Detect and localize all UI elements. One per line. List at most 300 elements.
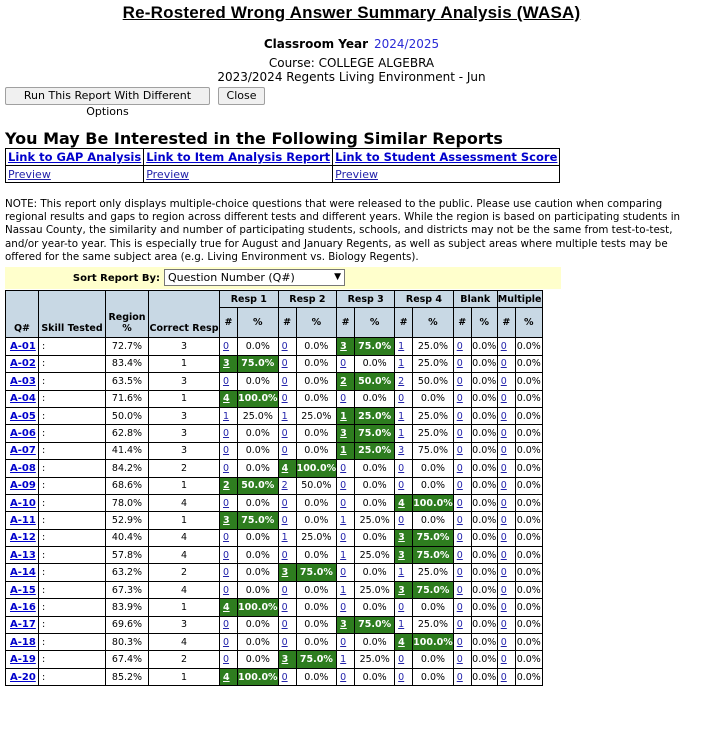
- response-count-link[interactable]: 0: [456, 549, 463, 561]
- response-count-link[interactable]: 0: [500, 393, 507, 405]
- classroom-year-label: Classroom Year: [263, 37, 368, 51]
- question-link[interactable]: A-10: [10, 497, 36, 509]
- chevron-down-icon: ▼: [334, 272, 341, 282]
- response-count-link[interactable]: 0: [456, 619, 463, 631]
- response-percent-cell: 75.0%: [238, 512, 279, 529]
- response-count-link[interactable]: 0: [456, 480, 463, 492]
- correct-resp-cell: 4: [149, 494, 220, 511]
- skill-cell: :: [39, 651, 106, 668]
- response-percent-cell: 0.0%: [471, 634, 497, 651]
- skill-cell: :: [39, 599, 106, 616]
- response-percent-cell: 0.0%: [355, 634, 395, 651]
- table-row: [6, 373, 543, 390]
- correct-resp-cell: 1: [149, 390, 220, 407]
- question-link[interactable]: A-15: [10, 584, 36, 596]
- link-gap-analysis[interactable]: Link to GAP Analysis: [8, 150, 142, 164]
- response-count-link[interactable]: 3: [340, 428, 347, 440]
- response-count-link[interactable]: 4: [223, 393, 230, 405]
- response-count-link[interactable]: 0: [456, 584, 463, 596]
- response-count-link[interactable]: 0: [500, 549, 507, 561]
- response-percent-cell: 0.0%: [296, 442, 337, 459]
- response-count-link[interactable]: 3: [281, 567, 289, 579]
- response-percent-cell: 0.0%: [296, 494, 337, 511]
- response-percent-cell: 0.0%: [471, 442, 497, 459]
- response-count-link[interactable]: 0: [500, 375, 507, 387]
- response-count-link[interactable]: 0: [340, 393, 347, 405]
- response-count-link[interactable]: 0: [223, 654, 230, 666]
- response-percent-cell: 100.0%: [296, 460, 337, 477]
- response-count-link[interactable]: 2: [281, 480, 288, 492]
- response-count-link[interactable]: 3: [340, 341, 347, 353]
- response-percent-cell: 50.0%: [238, 477, 279, 494]
- response-percent-cell: 0.0%: [516, 581, 542, 598]
- response-count-link[interactable]: 0: [456, 497, 463, 509]
- response-count-link[interactable]: 0: [340, 567, 347, 579]
- response-count-link[interactable]: 1: [223, 410, 230, 422]
- response-count-link[interactable]: 0: [398, 601, 405, 613]
- skill-cell: :: [39, 634, 106, 651]
- response-percent-cell: 25.0%: [355, 512, 395, 529]
- response-count-link[interactable]: 3: [340, 619, 347, 631]
- response-count-link[interactable]: 0: [281, 514, 288, 526]
- skill-cell: :: [39, 373, 106, 390]
- response-count-link[interactable]: 2: [340, 375, 347, 387]
- classroom-year-line: [0, 37, 703, 51]
- response-percent-cell: 75.0%: [296, 651, 337, 668]
- response-percent-cell: 0.0%: [296, 373, 337, 390]
- response-count-link[interactable]: 0: [281, 497, 288, 509]
- table-row: [6, 407, 543, 424]
- response-count-link[interactable]: 0: [398, 671, 405, 683]
- col-header-q: Q#: [6, 291, 39, 338]
- response-percent-cell: 0.0%: [516, 651, 542, 668]
- response-count-link[interactable]: 1: [340, 514, 347, 526]
- response-percent-cell: 25.0%: [355, 407, 395, 424]
- response-count-link[interactable]: 0: [456, 601, 463, 613]
- response-percent-cell: 75.0%: [355, 425, 395, 442]
- correct-resp-cell: 2: [149, 564, 220, 581]
- response-count-link[interactable]: 4: [398, 636, 405, 648]
- response-count-link[interactable]: 0: [398, 514, 405, 526]
- response-count-link[interactable]: 0: [223, 619, 230, 631]
- response-percent-cell: 25.0%: [296, 407, 337, 424]
- response-count-link[interactable]: 0: [398, 654, 405, 666]
- response-percent-cell: 0.0%: [413, 651, 454, 668]
- response-percent-cell: 50.0%: [413, 373, 454, 390]
- response-count-link[interactable]: 1: [398, 410, 405, 422]
- response-count-link[interactable]: 0: [281, 619, 288, 631]
- response-count-link[interactable]: 4: [281, 462, 289, 474]
- response-count-link[interactable]: 0: [281, 341, 288, 353]
- question-link[interactable]: A-19: [10, 654, 36, 666]
- response-percent-cell: 0.0%: [355, 494, 395, 511]
- region-pct-cell: 50.0%: [106, 407, 149, 424]
- classroom-year-value: 2024/2025: [374, 37, 440, 51]
- response-count-link[interactable]: 3: [398, 584, 405, 596]
- col-header-blank: Blank: [453, 291, 497, 308]
- response-count-link[interactable]: 0: [223, 462, 230, 474]
- response-count-link[interactable]: 0: [340, 532, 347, 544]
- response-count-link[interactable]: 1: [398, 341, 405, 353]
- response-percent-cell: 0.0%: [413, 599, 454, 616]
- col-subheader-count: #: [337, 308, 355, 338]
- response-count-link[interactable]: 0: [223, 497, 230, 509]
- response-percent-cell: 25.0%: [296, 529, 337, 546]
- response-percent-cell: 0.0%: [471, 547, 497, 564]
- skill-cell: :: [39, 442, 106, 459]
- response-percent-cell: 0.0%: [238, 494, 279, 511]
- skill-cell: :: [39, 460, 106, 477]
- response-count-link[interactable]: 3: [281, 654, 289, 666]
- question-link[interactable]: A-17: [10, 619, 36, 631]
- response-count-link[interactable]: 0: [500, 410, 507, 422]
- response-percent-cell: 0.0%: [516, 564, 542, 581]
- response-count-link[interactable]: 0: [281, 358, 288, 370]
- response-percent-cell: 75.0%: [413, 529, 454, 546]
- question-link[interactable]: A-08: [10, 462, 36, 474]
- question-link[interactable]: A-03: [10, 375, 36, 387]
- response-count-link[interactable]: 0: [500, 601, 507, 613]
- response-count-link[interactable]: 0: [456, 375, 463, 387]
- question-link[interactable]: A-18: [10, 636, 36, 648]
- response-count-link[interactable]: 0: [456, 671, 463, 683]
- response-count-link[interactable]: 0: [500, 358, 507, 370]
- response-count-link[interactable]: 1: [340, 584, 347, 596]
- similar-reports-table: [5, 148, 560, 183]
- exam-name: 2023/2024 Regents Living Environment - Jun: [217, 70, 486, 84]
- response-count-link[interactable]: 0: [281, 584, 288, 596]
- sort-selected-value: Question Number (Q#): [168, 271, 295, 284]
- response-count-link[interactable]: 0: [398, 480, 405, 492]
- response-count-link[interactable]: 0: [456, 567, 463, 579]
- response-count-link[interactable]: 0: [456, 410, 463, 422]
- response-percent-cell: 0.0%: [471, 616, 497, 633]
- response-percent-cell: 0.0%: [516, 373, 542, 390]
- region-pct-cell: 67.3%: [106, 581, 149, 598]
- response-count-link[interactable]: 0: [456, 428, 463, 440]
- response-percent-cell: 0.0%: [471, 651, 497, 668]
- table-row: [6, 477, 543, 494]
- col-header-resp2: Resp 2: [278, 291, 337, 308]
- response-count-link[interactable]: 0: [456, 341, 463, 353]
- table-row: [6, 442, 543, 459]
- correct-resp-cell: 4: [149, 547, 220, 564]
- response-count-link[interactable]: 0: [500, 480, 507, 492]
- response-percent-cell: 100.0%: [238, 599, 279, 616]
- response-percent-cell: 0.0%: [516, 494, 542, 511]
- table-row: [6, 355, 543, 372]
- response-count-link[interactable]: 0: [281, 445, 288, 457]
- question-link[interactable]: A-07: [10, 445, 36, 457]
- response-count-link[interactable]: 1: [398, 428, 405, 440]
- response-percent-cell: 0.0%: [238, 564, 279, 581]
- response-percent-cell: 25.0%: [238, 407, 279, 424]
- response-count-link[interactable]: 0: [281, 428, 288, 440]
- question-link[interactable]: A-06: [10, 428, 36, 440]
- question-link[interactable]: A-20: [10, 671, 36, 683]
- response-count-link[interactable]: 3: [398, 532, 405, 544]
- response-percent-cell: 0.0%: [413, 668, 454, 685]
- correct-resp-cell: 3: [149, 338, 220, 355]
- response-count-link[interactable]: 0: [223, 445, 230, 457]
- response-percent-cell: 0.0%: [413, 460, 454, 477]
- response-count-link[interactable]: 0: [281, 671, 288, 683]
- response-count-link[interactable]: 0: [223, 428, 230, 440]
- col-subheader-percent: %: [296, 308, 337, 338]
- region-pct-cell: 85.2%: [106, 668, 149, 685]
- response-count-link[interactable]: 0: [281, 549, 288, 561]
- link-student-assessment-score[interactable]: Link to Student Assessment Score: [335, 150, 558, 164]
- response-percent-cell: 0.0%: [471, 390, 497, 407]
- response-count-link[interactable]: 3: [223, 514, 230, 526]
- response-percent-cell: 75.0%: [296, 564, 337, 581]
- response-count-link[interactable]: 1: [398, 619, 405, 631]
- col-subheader-count: #: [453, 308, 471, 338]
- region-pct-cell: 71.6%: [106, 390, 149, 407]
- run-different-options-button[interactable]: Run This Report With Different Options: [5, 87, 210, 105]
- response-count-link[interactable]: 0: [500, 445, 507, 457]
- response-percent-cell: 25.0%: [413, 564, 454, 581]
- response-count-link[interactable]: 0: [500, 462, 507, 474]
- response-count-link[interactable]: 0: [398, 462, 405, 474]
- response-percent-cell: 0.0%: [355, 390, 395, 407]
- close-button[interactable]: Close: [218, 87, 265, 105]
- question-link[interactable]: A-11: [10, 514, 36, 526]
- region-pct-cell: 57.8%: [106, 547, 149, 564]
- table-row: [6, 460, 543, 477]
- col-subheader-percent: %: [516, 308, 542, 338]
- preview-item-analysis[interactable]: Preview: [146, 168, 190, 181]
- response-count-link[interactable]: 2: [223, 480, 230, 492]
- response-percent-cell: 0.0%: [238, 616, 279, 633]
- response-percent-cell: 0.0%: [296, 634, 337, 651]
- col-header-skill: Skill Tested: [39, 291, 106, 338]
- response-count-link[interactable]: 0: [340, 636, 347, 648]
- response-percent-cell: 0.0%: [355, 355, 395, 372]
- response-count-link[interactable]: 0: [281, 375, 288, 387]
- response-percent-cell: 50.0%: [296, 477, 337, 494]
- response-percent-cell: 0.0%: [471, 512, 497, 529]
- sort-bar: [5, 267, 561, 289]
- response-count-link[interactable]: 1: [281, 532, 288, 544]
- response-percent-cell: 0.0%: [471, 338, 497, 355]
- response-percent-cell: 0.0%: [471, 460, 497, 477]
- response-count-link[interactable]: 1: [398, 358, 405, 370]
- response-count-link[interactable]: 0: [500, 584, 507, 596]
- response-count-link[interactable]: 0: [500, 671, 507, 683]
- response-percent-cell: 0.0%: [238, 547, 279, 564]
- response-percent-cell: 0.0%: [516, 355, 542, 372]
- response-percent-cell: 25.0%: [355, 651, 395, 668]
- response-percent-cell: 100.0%: [413, 634, 454, 651]
- skill-cell: :: [39, 564, 106, 581]
- region-pct-cell: 72.7%: [106, 338, 149, 355]
- response-percent-cell: 0.0%: [296, 547, 337, 564]
- sort-select[interactable]: [164, 269, 345, 286]
- region-pct-cell: 83.4%: [106, 355, 149, 372]
- question-link[interactable]: A-14: [10, 567, 36, 579]
- response-percent-cell: 25.0%: [355, 581, 395, 598]
- region-pct-cell: 68.6%: [106, 477, 149, 494]
- response-count-link[interactable]: 0: [340, 462, 347, 474]
- response-count-link[interactable]: 4: [223, 671, 230, 683]
- table-row: [6, 581, 543, 598]
- response-count-link[interactable]: 0: [500, 341, 507, 353]
- question-link[interactable]: A-12: [10, 532, 36, 544]
- response-percent-cell: 25.0%: [413, 355, 454, 372]
- col-subheader-count: #: [497, 308, 515, 338]
- skill-cell: :: [39, 668, 106, 685]
- response-count-link[interactable]: 0: [223, 549, 230, 561]
- response-count-link[interactable]: 0: [340, 480, 347, 492]
- region-pct-cell: 80.3%: [106, 634, 149, 651]
- response-count-link[interactable]: 0: [456, 514, 463, 526]
- response-percent-cell: 0.0%: [516, 529, 542, 546]
- response-percent-cell: 0.0%: [355, 477, 395, 494]
- region-pct-cell: 84.2%: [106, 460, 149, 477]
- col-subheader-count: #: [395, 308, 413, 338]
- response-percent-cell: 50.0%: [355, 373, 395, 390]
- response-count-link[interactable]: 1: [340, 549, 347, 561]
- question-link[interactable]: A-01: [10, 341, 36, 353]
- response-count-link[interactable]: 0: [500, 654, 507, 666]
- response-count-link[interactable]: 1: [340, 654, 347, 666]
- response-percent-cell: 0.0%: [413, 477, 454, 494]
- correct-resp-cell: 1: [149, 599, 220, 616]
- correct-resp-cell: 1: [149, 668, 220, 685]
- table-row: [6, 616, 543, 633]
- response-count-link[interactable]: 0: [500, 532, 507, 544]
- response-count-link[interactable]: 0: [456, 462, 463, 474]
- response-count-link[interactable]: 0: [281, 393, 288, 405]
- sort-label: Sort Report By:: [72, 273, 160, 284]
- response-percent-cell: 0.0%: [471, 668, 497, 685]
- correct-resp-cell: 3: [149, 616, 220, 633]
- response-count-link[interactable]: 2: [398, 375, 405, 387]
- correct-resp-cell: 2: [149, 651, 220, 668]
- correct-resp-cell: 3: [149, 442, 220, 459]
- response-count-link[interactable]: 1: [340, 445, 347, 457]
- response-percent-cell: 0.0%: [296, 581, 337, 598]
- response-percent-cell: 0.0%: [355, 599, 395, 616]
- table-row: [6, 547, 543, 564]
- region-pct-cell: 52.9%: [106, 512, 149, 529]
- question-link[interactable]: A-16: [10, 601, 36, 613]
- response-count-link[interactable]: 0: [281, 636, 288, 648]
- response-percent-cell: 0.0%: [471, 425, 497, 442]
- correct-resp-cell: 3: [149, 407, 220, 424]
- correct-resp-cell: 1: [149, 512, 220, 529]
- response-count-link[interactable]: 0: [223, 584, 230, 596]
- table-row: [6, 512, 543, 529]
- response-count-link[interactable]: 0: [281, 601, 288, 613]
- skill-cell: :: [39, 581, 106, 598]
- question-link[interactable]: A-02: [10, 358, 36, 370]
- response-count-link[interactable]: 0: [223, 341, 230, 353]
- response-count-link[interactable]: 0: [223, 567, 230, 579]
- table-row: [6, 634, 543, 651]
- response-count-link[interactable]: 0: [340, 497, 347, 509]
- response-count-link[interactable]: 0: [456, 654, 463, 666]
- response-count-link[interactable]: 0: [456, 532, 463, 544]
- question-link[interactable]: A-04: [10, 393, 36, 405]
- response-percent-cell: 0.0%: [296, 355, 337, 372]
- response-percent-cell: 75.0%: [413, 442, 454, 459]
- response-count-link[interactable]: 3: [398, 549, 405, 561]
- response-count-link[interactable]: 0: [500, 567, 507, 579]
- response-count-link[interactable]: 0: [223, 375, 230, 387]
- response-count-link[interactable]: 3: [223, 358, 230, 370]
- response-count-link[interactable]: 3: [398, 445, 405, 457]
- correct-resp-cell: 4: [149, 634, 220, 651]
- response-percent-cell: 25.0%: [355, 442, 395, 459]
- response-count-link[interactable]: 0: [456, 636, 463, 648]
- response-count-link[interactable]: 1: [340, 410, 347, 422]
- response-count-link[interactable]: 1: [398, 567, 405, 579]
- correct-resp-cell: 2: [149, 460, 220, 477]
- skill-cell: :: [39, 529, 106, 546]
- response-percent-cell: 0.0%: [296, 390, 337, 407]
- course-name: Course: COLLEGE ALGEBRA: [268, 56, 435, 70]
- response-percent-cell: 25.0%: [413, 425, 454, 442]
- skill-cell: :: [39, 547, 106, 564]
- response-percent-cell: 0.0%: [516, 338, 542, 355]
- response-count-link[interactable]: 0: [223, 636, 230, 648]
- response-count-link[interactable]: 0: [340, 671, 347, 683]
- response-percent-cell: 0.0%: [238, 425, 279, 442]
- correct-resp-cell: 4: [149, 581, 220, 598]
- response-percent-cell: 25.0%: [413, 616, 454, 633]
- skill-cell: :: [39, 512, 106, 529]
- preview-gap-analysis[interactable]: Preview: [8, 168, 51, 181]
- response-percent-cell: 0.0%: [355, 529, 395, 546]
- response-count-link[interactable]: 0: [500, 428, 507, 440]
- link-item-analysis[interactable]: Link to Item Analysis Report: [146, 150, 331, 164]
- response-count-link[interactable]: 0: [456, 393, 463, 405]
- response-count-link[interactable]: 0: [500, 497, 507, 509]
- preview-student-assessment-score[interactable]: Preview: [335, 168, 378, 181]
- table-row: [6, 390, 543, 407]
- response-count-link[interactable]: 0: [340, 358, 347, 370]
- response-count-link[interactable]: 4: [398, 497, 405, 509]
- region-pct-cell: 41.4%: [106, 442, 149, 459]
- response-count-link[interactable]: 4: [223, 601, 230, 613]
- response-percent-cell: 0.0%: [516, 390, 542, 407]
- question-link[interactable]: A-09: [10, 480, 36, 492]
- response-percent-cell: 0.0%: [296, 425, 337, 442]
- response-count-link[interactable]: 0: [456, 445, 463, 457]
- region-pct-cell: 69.6%: [106, 616, 149, 633]
- response-percent-cell: 0.0%: [471, 355, 497, 372]
- response-count-link[interactable]: 0: [398, 393, 405, 405]
- question-link[interactable]: A-13: [10, 549, 36, 561]
- table-row: [6, 425, 543, 442]
- response-count-link[interactable]: 0: [223, 532, 230, 544]
- region-pct-cell: 67.4%: [106, 651, 149, 668]
- col-header-resp1: Resp 1: [220, 291, 279, 308]
- question-link[interactable]: A-05: [10, 410, 36, 422]
- response-count-link[interactable]: 0: [340, 601, 347, 613]
- report-title: Re-Rostered Wrong Answer Summary Analysis (WASA): [122, 3, 581, 22]
- response-count-link[interactable]: 0: [456, 358, 463, 370]
- response-count-link[interactable]: 0: [500, 619, 507, 631]
- response-count-link[interactable]: 0: [500, 514, 507, 526]
- response-percent-cell: 25.0%: [413, 338, 454, 355]
- response-count-link[interactable]: 1: [281, 410, 288, 422]
- response-percent-cell: 0.0%: [471, 564, 497, 581]
- response-count-link[interactable]: 0: [500, 636, 507, 648]
- response-percent-cell: 75.0%: [355, 338, 395, 355]
